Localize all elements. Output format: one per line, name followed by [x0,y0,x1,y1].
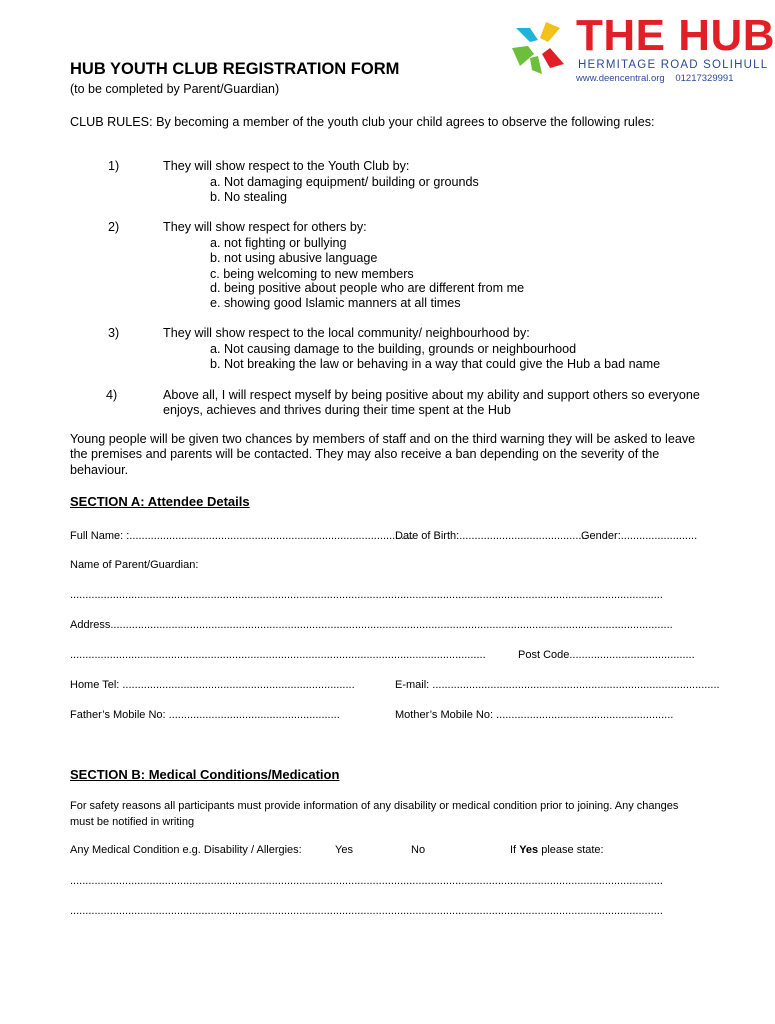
rule-number: 4) [106,388,118,402]
medical-details-line-1[interactable]: .................................................................................................................................................................................................. [70,875,663,887]
father-mobile-field[interactable]: Father’s Mobile No: ........................................................ [70,709,340,721]
if-suffix: please state: [541,844,604,856]
full-name-field[interactable]: Full Name: :............................................................................................. [70,530,414,542]
yes-option[interactable]: Yes [335,844,353,856]
logo-phone: 01217329991 [675,73,734,84]
no-option[interactable]: No [411,844,426,856]
form-subtitle: (to be completed by Parent/Guardian) [70,82,280,96]
rule-text: They will show respect for others by: [163,220,367,234]
rule-text: Above all, I will respect myself by being positive about my ability and support others so everyone enjoys, achieves and thrives during their time spent at the Hub [163,388,700,417]
hub-logo [508,11,775,84]
warning-paragraph: Young people will be given two chances by members of staff and on the third warning they will be asked to leave the premises and parents will be contacted. They may also receive a ban depending on the severity of the behaviour. [70,432,696,477]
rule-item: b. No stealing [210,190,288,204]
rule-number: 3) [108,326,120,340]
logo-website: www.deencentral.org [576,73,665,84]
date-of-birth-field[interactable]: Date of Birth:.......................................... [395,530,588,542]
logo-title: THE HUB [576,11,775,60]
logo-address: HERMITAGE ROAD SOLIHULL [578,59,769,71]
rule-text: They will show respect to the local community/ neighbourhood by: [163,326,530,340]
parent-guardian-field[interactable]: .................................................................................................................................................................................................. [70,589,663,601]
rule-item: b. not using abusive language [210,251,378,265]
rule-item: b. Not breaking the law or behaving in a way that could give the Hub a bad name [210,357,661,371]
post-code-field[interactable]: Post Code......................................... [518,649,695,661]
mother-mobile-field[interactable]: Mother’s Mobile No: .......................................................... [395,709,674,721]
rule-item: d. being positive about people who are different from me [210,281,525,295]
rule-item: a. Not damaging equipment/ building or grounds [210,175,479,189]
rule-number: 2) [108,220,120,234]
if-prefix: If [510,844,517,856]
parent-guardian-label: Name of Parent/Guardian: [70,559,199,571]
medical-condition-question: Any Medical Condition e.g. Disability / Allergies: [70,844,302,856]
if-yes-label [510,844,604,856]
logo-contact [576,73,733,84]
rule-item: a. Not causing damage to the building, grounds or neighbourhood [210,342,577,356]
star-burst-logo-icon [508,18,568,78]
home-tel-field[interactable]: Home Tel: ............................................................................ [70,679,355,691]
address-line-2-field[interactable]: ........................................................................................................................................ [70,649,486,661]
club-rules-intro: CLUB RULES: By becoming a member of the youth club your child agrees to observe the following rules: [70,115,655,129]
section-a-heading: SECTION A: Attendee Details [70,494,250,509]
email-field[interactable]: E-mail: .............................................................................................. [395,679,720,691]
rule-item: a. not fighting or bullying [210,236,347,250]
if-yes-bold: Yes [519,844,539,856]
medical-note: For safety reasons all participants must provide information of any disability or medical condition prior to joining. Any changes must be notified in writing [70,800,679,828]
rule-item: e. showing good Islamic manners at all times [210,296,461,310]
rule-text: They will show respect to the Youth Club by: [163,159,410,173]
medical-details-line-2[interactable]: .................................................................................................................................................................................................. [70,905,663,917]
section-b-heading: SECTION B: Medical Conditions/Medication [70,767,340,782]
rule-item: c. being welcoming to new members [210,267,414,281]
gender-field[interactable]: Gender:......................... [581,530,698,542]
address-field[interactable]: Address........................................................................................................................................................................................ [70,619,673,631]
rule-number: 1) [108,159,120,173]
form-title: HUB YOUTH CLUB REGISTRATION FORM [70,60,400,78]
